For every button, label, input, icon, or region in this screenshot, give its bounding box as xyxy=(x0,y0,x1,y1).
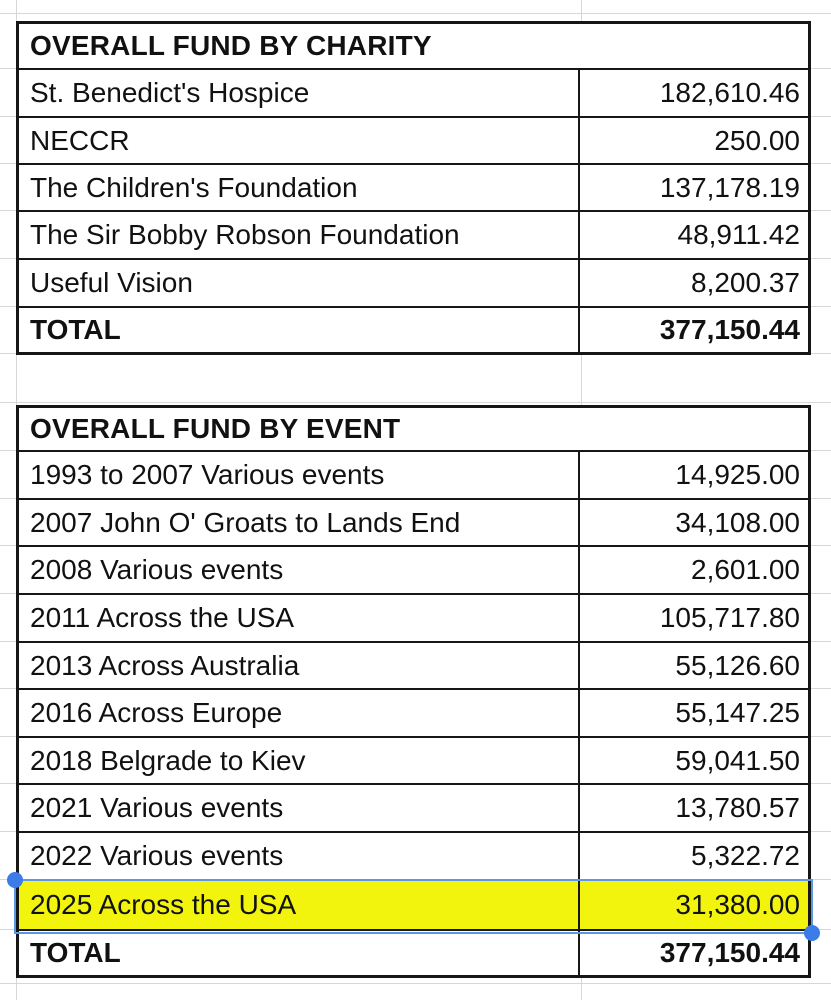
row-value-cell[interactable]: 31,380.00 xyxy=(580,881,808,929)
row-label-cell[interactable]: 2007 John O' Groats to Lands End xyxy=(19,500,580,545)
table-row xyxy=(19,547,808,595)
table-row xyxy=(19,70,808,118)
table-row xyxy=(19,212,808,260)
selection-handle-top-left[interactable] xyxy=(7,872,23,888)
row-value-cell[interactable]: 2,601.00 xyxy=(691,554,800,585)
table-row xyxy=(19,595,808,643)
row-value-cell[interactable]: 59,041.50 xyxy=(675,744,800,776)
total-value-cell[interactable]: 377,150.44 xyxy=(659,937,800,968)
cell-selection-rectangle[interactable] xyxy=(14,879,813,934)
row-label-cell[interactable]: 2021 Various events xyxy=(19,785,580,831)
row-label-cell[interactable]: 2025 Across the USA xyxy=(19,881,580,929)
row-value-cell[interactable]: 5,322.72 xyxy=(691,840,800,871)
table-row xyxy=(19,690,808,738)
total-row xyxy=(19,308,808,352)
table-row xyxy=(19,165,808,212)
charity-table-title-cell[interactable]: OVERALL FUND BY CHARITY xyxy=(19,24,808,70)
row-label-cell[interactable]: 2018 Belgrade to Kiev xyxy=(19,738,580,783)
row-value-cell[interactable]: 14,925.00 xyxy=(675,459,800,490)
selection-handle-bottom-right[interactable] xyxy=(804,925,820,941)
table-row xyxy=(19,785,808,833)
row-value-cell[interactable]: 8,200.37 xyxy=(691,267,800,298)
row-value-cell[interactable]: 34,108.00 xyxy=(675,506,800,538)
row-value-cell[interactable]: 182,610.46 xyxy=(659,77,800,108)
table-row xyxy=(19,260,808,308)
table-row xyxy=(19,643,808,690)
total-value-cell[interactable]: 377,150.44 xyxy=(659,314,800,345)
charity-fund-table xyxy=(16,21,811,355)
total-label-cell[interactable]: TOTAL xyxy=(19,308,580,352)
gridline-horizontal xyxy=(0,983,831,984)
row-label-cell[interactable]: 2008 Various events xyxy=(19,547,580,593)
row-value-cell[interactable]: 137,178.19 xyxy=(659,171,800,203)
row-value-cell[interactable]: 48,911.42 xyxy=(677,219,800,250)
row-label-cell[interactable]: 1993 to 2007 Various events xyxy=(19,452,580,498)
row-label-cell[interactable]: The Sir Bobby Robson Foundation xyxy=(19,212,580,258)
table-row xyxy=(19,500,808,547)
row-value-cell[interactable]: 105,717.80 xyxy=(659,602,800,633)
row-value-cell[interactable]: 13,780.57 xyxy=(675,792,800,823)
row-label-cell[interactable]: The Children's Foundation xyxy=(19,165,580,210)
table-row xyxy=(19,118,808,165)
row-label-cell[interactable]: 2016 Across Europe xyxy=(19,690,580,736)
row-label-cell[interactable]: NECCR xyxy=(19,118,580,163)
gridline-horizontal xyxy=(0,13,831,14)
row-label-cell[interactable]: 2013 Across Australia xyxy=(19,643,580,688)
row-label-cell[interactable]: 2011 Across the USA xyxy=(19,595,580,641)
row-value-cell[interactable]: 55,147.25 xyxy=(675,697,800,728)
total-label-cell[interactable]: TOTAL xyxy=(19,931,580,975)
table-row xyxy=(19,452,808,500)
row-label-cell[interactable]: Useful Vision xyxy=(19,260,580,306)
row-value-cell[interactable]: 55,126.60 xyxy=(675,649,800,681)
table-row xyxy=(19,833,808,881)
row-label-cell[interactable]: 2022 Various events xyxy=(19,833,580,879)
row-label-cell[interactable]: St. Benedict's Hospice xyxy=(19,70,580,116)
event-table-title-cell[interactable]: OVERALL FUND BY EVENT xyxy=(19,408,808,452)
total-row xyxy=(19,931,808,975)
row-value-cell[interactable]: 250.00 xyxy=(714,124,800,156)
gridline-horizontal xyxy=(0,402,831,403)
table-row xyxy=(19,738,808,785)
